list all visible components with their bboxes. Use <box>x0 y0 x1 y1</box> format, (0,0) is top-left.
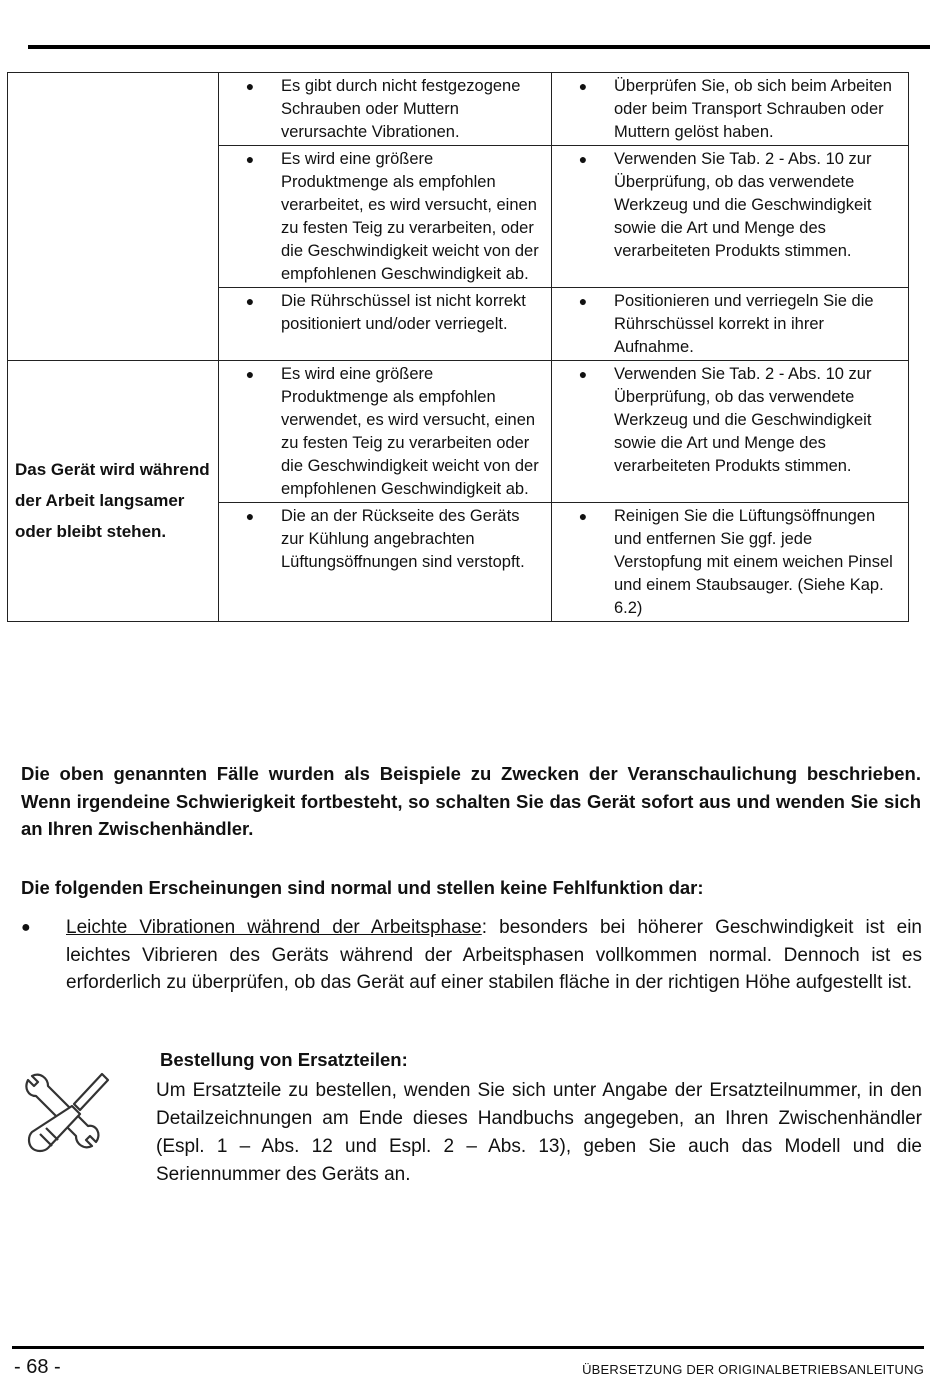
solution-text: Verwenden Sie Tab. 2 - Abs. 10 zur Überprüfung, ob das verwendete Werkzeug und die Geschwindigkeit sowie die Art und Menge des verarbeiteten Produkts stimmen. <box>614 150 872 260</box>
table-row <box>8 361 909 503</box>
cause-text: Die Rührschüssel ist nicht korrekt positioniert und/oder verriegelt. <box>281 292 526 333</box>
summary-paragraph: Die oben genannten Fälle wurden als Beispiele zu Zwecken der Veranschaulichung beschrieben. Wenn irgendeine Schwierigkeit fortbesteht, so schalten Sie das Gerät sofort aus und wenden Sie sich an Ihren Zwischenhändler. <box>21 763 921 839</box>
cause-cell <box>219 146 552 288</box>
bullet-icon: ● <box>245 151 255 167</box>
footer-title: ÜBERSETZUNG DER ORIGINALBETRIEBSANLEITUNG <box>582 1362 924 1377</box>
bullet-icon: ● <box>245 78 255 94</box>
troubleshooting-table <box>7 72 909 622</box>
bullet-icon: ● <box>245 508 255 524</box>
order-text: Um Ersatzteile zu bestellen, wenden Sie sich unter Angabe der Ersatzteilnummer, in den Detailzeichnungen am Ende dieses Handbuchs angegeben, an Ihren Zwischenhändler (Espl. 1 – Abs. 12 und Espl. 2 – Abs. 13), geben Sie auch das Modell und die Seriennummer des Geräts an. <box>156 1080 922 1185</box>
bullet-icon: ● <box>245 366 255 382</box>
problem-cell <box>8 73 219 361</box>
solution-cell <box>552 503 909 622</box>
solution-cell <box>552 146 909 288</box>
bottom-rule <box>12 1346 924 1349</box>
solution-text: Überprüfen Sie, ob sich beim Arbeiten oder beim Transport Schrauben oder Muttern gelöst haben. <box>614 77 892 141</box>
cause-cell <box>219 73 552 146</box>
solution-cell <box>552 361 909 503</box>
normal-item-text <box>66 914 922 997</box>
normal-list-item <box>21 914 922 997</box>
problem-text: Das Gerät wird während der Arbeit langsamer oder bleibt stehen. <box>15 460 210 541</box>
normal-item-title: Leichte Vibrationen während der Arbeitsphase <box>66 917 482 938</box>
bullet-icon: ● <box>578 508 588 524</box>
normal-heading: Die folgenden Erscheinungen sind normal und stellen keine Fehlfunktion dar: <box>21 877 704 898</box>
cause-text: Es wird eine größere Produktmenge als empfohlen verwendet, es wird versucht, einen zu festen Teig zu verarbeiten oder die Geschwindigkeit weicht von der empfohlenen Geschwindigkeit ab. <box>281 365 539 498</box>
bullet-icon: ● <box>578 293 588 309</box>
cause-text: Es wird eine größere Produktmenge als empfohlen verarbeitet, es wird versucht, einen zu festen Teig zu verarbeiten, oder die Geschwindigkeit weicht von der empfohlenen Geschwindigkeit ab. <box>281 150 539 283</box>
cause-text: Es gibt durch nicht festgezogene Schrauben oder Muttern verursachte Vibrationen. <box>281 77 521 141</box>
solution-cell <box>552 73 909 146</box>
page-number: - 68 - <box>14 1356 61 1378</box>
table-row <box>8 73 909 146</box>
solution-text: Verwenden Sie Tab. 2 - Abs. 10 zur Überprüfung, ob das verwendete Werkzeug und die Geschwindigkeit sowie die Art und Menge des verarbeiteten Produkts stimmen. <box>614 365 872 475</box>
bullet-icon: ● <box>21 919 31 936</box>
solution-text: Positionieren und verriegeln Sie die Rührschüssel korrekt in ihrer Aufnahme. <box>614 292 874 356</box>
top-rule <box>28 45 930 49</box>
solution-text: Reinigen Sie die Lüftungsöffnungen und entfernen Sie ggf. jede Verstopfung mit einem weichen Pinsel und einem Staubsauger. (Siehe Kap. 6.2) <box>614 507 893 617</box>
cause-text: Die an der Rückseite des Geräts zur Kühlung angebrachten Lüftungsöffnungen sind verstopft. <box>281 507 525 571</box>
normal-item-body: : besonders bei höherer Geschwindigkeit ist ein leichtes Vibrieren des Geräts während der Arbeitsphasen vollkommen normal. Dennoch ist es erforderlich zu überprüfen, ob das Gerät auf einer stabilen fläche in der richtigen Höhe aufgestellt ist. <box>66 917 923 993</box>
cause-cell <box>219 503 552 622</box>
bullet-icon: ● <box>578 366 588 382</box>
cause-cell <box>219 288 552 361</box>
order-heading: Bestellung von Ersatzteilen: <box>160 1049 408 1070</box>
wrench-screwdriver-icon <box>18 1066 114 1162</box>
solution-cell <box>552 288 909 361</box>
problem-cell <box>8 361 219 622</box>
bullet-icon: ● <box>578 78 588 94</box>
cause-cell <box>219 361 552 503</box>
bullet-icon: ● <box>578 151 588 167</box>
bullet-icon: ● <box>245 293 255 309</box>
